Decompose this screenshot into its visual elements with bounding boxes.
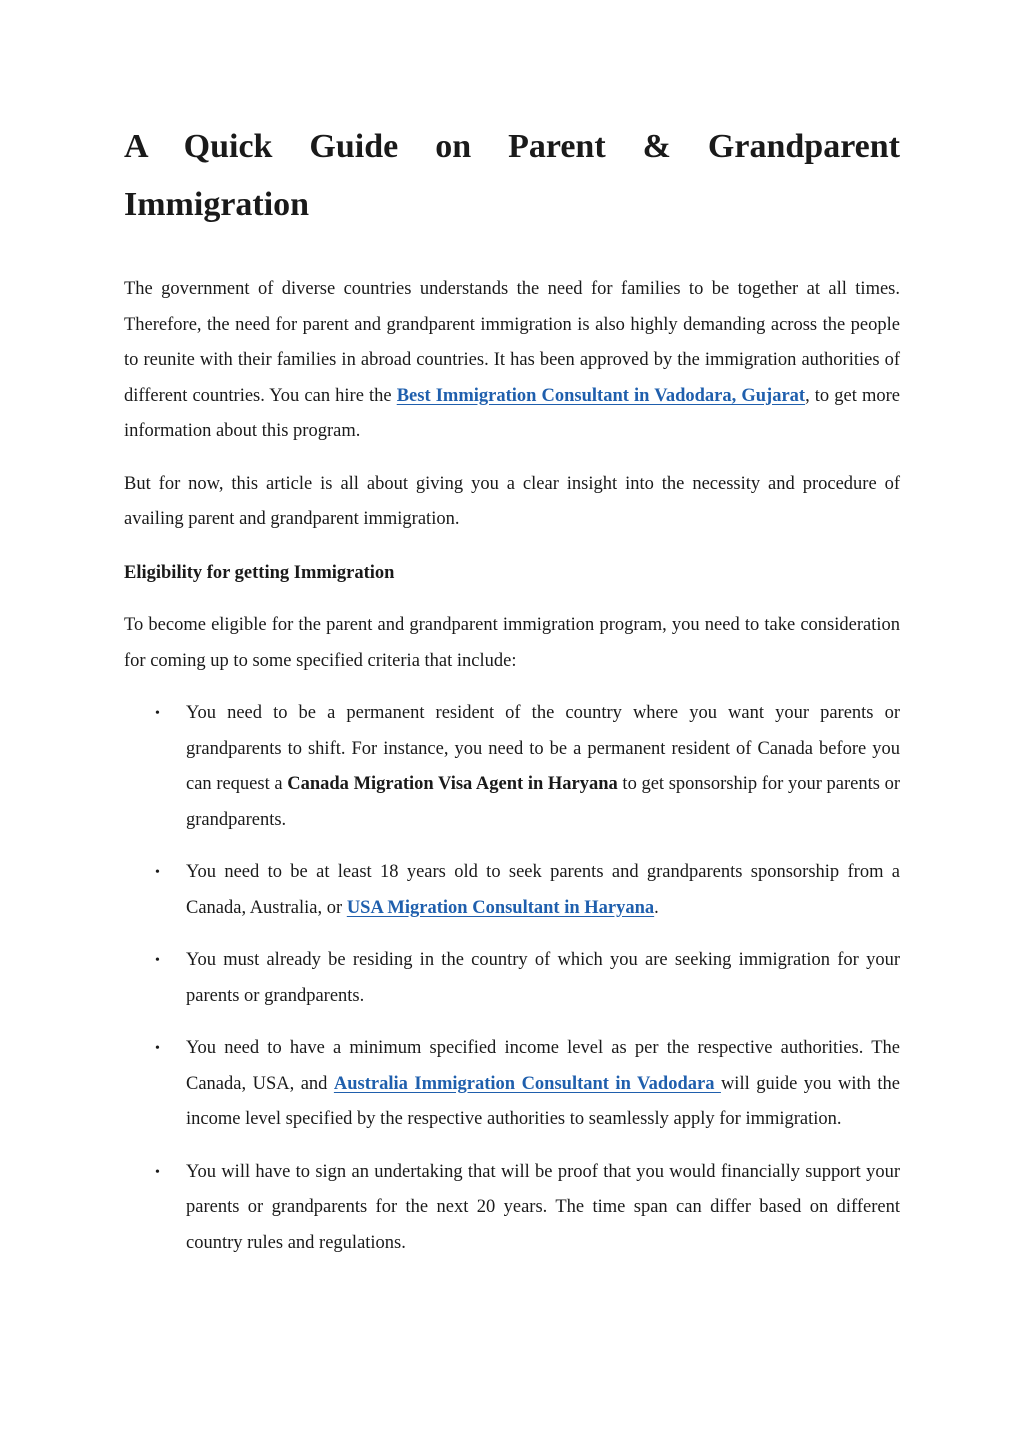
bullet-icon: • [155, 953, 160, 968]
list-item-text: will guide you with the income level specified by the respective authorities to seamlessly apply for immigration. [186, 1073, 900, 1129]
page-title-line-2: Immigration [124, 186, 310, 223]
list-item-text: You must already be residing in the country of which you are seeking immigration for your parents or grandparents. [186, 950, 900, 1006]
best-immigration-consultant-link[interactable]: Best Immigration Consultant in Vadodara, Gujarat [396, 385, 806, 406]
list-item-text: You need to be at least 18 years old to seek parents and grandparents sponsorship from a Canada, Australia, or [186, 862, 900, 918]
list-item-text: You need to have a minimum specified income level as per the respective authorities. The Canada, USA, and [186, 1038, 900, 1094]
list-item [124, 943, 900, 1014]
document-page [124, 118, 900, 1278]
bullet-icon: • [155, 865, 160, 880]
list-item-text: to get sponsorship for your parents or grandparents. [186, 774, 900, 830]
australia-immigration-consultant-link[interactable]: Australia Immigration Consultant in Vadodara [333, 1073, 721, 1094]
list-item-text: You need to be a permanent resident of the country where you want your parents or grandparents to shift. For instance, you need to be a permanent resident of Canada before you can request a [186, 703, 900, 794]
insight-paragraph: But for now, this article is all about giving you a clear insight into the necessity and procedure of availing parent and grandparent immigration. [124, 473, 900, 529]
intro-paragraph [124, 272, 900, 450]
list-item-text: You will have to sign an undertaking that will be proof that you would financially support your parents or grandparents for the next 20 years. The time span can differ based on different country rules and regulations. [186, 1161, 900, 1253]
intro-text-before-link: The government of diverse countries understands the need for families to be together at all times. Therefore, the need for parent and grandparent immigration is also highly demanding across the people to reunite with their families in abroad countries. It has been approved by the immigration authorities of different countries. You can hire the [124, 279, 900, 406]
list-item [124, 696, 900, 838]
usa-migration-consultant-link[interactable]: USA Migration Consultant in Haryana [346, 897, 655, 918]
intro-text-after-link: , to get more information about this program. [124, 385, 900, 441]
criteria-intro-paragraph: To become eligible for the parent and grandparent immigration program, you need to take consideration for coming up to some specified criteria that include: [124, 615, 900, 671]
list-item [124, 1155, 900, 1262]
bullet-icon: • [155, 1041, 160, 1056]
page-title [124, 118, 900, 234]
eligibility-list [124, 696, 900, 1261]
eligibility-heading: Eligibility for getting Immigration [124, 562, 395, 583]
bullet-icon: • [155, 706, 160, 721]
canada-visa-agent-text: Canada Migration Visa Agent in Haryana [287, 774, 618, 794]
page-title-line-1: A Quick Guide on Parent & Grandparent [124, 128, 900, 165]
list-item-text: . [654, 897, 659, 918]
list-item [124, 855, 900, 926]
bullet-icon: • [155, 1164, 160, 1180]
list-item [124, 1031, 900, 1138]
